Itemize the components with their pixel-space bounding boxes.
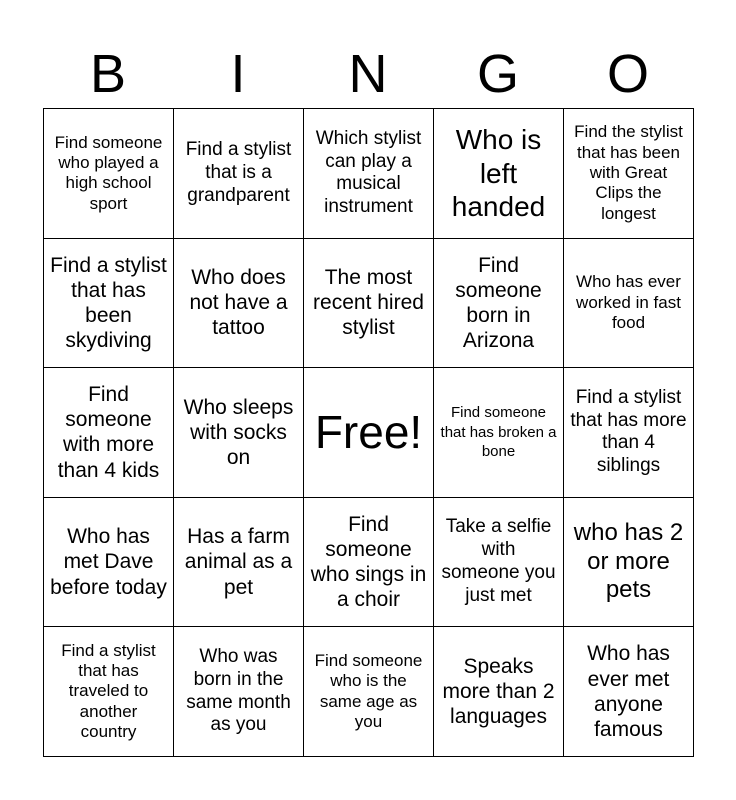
bingo-cell bbox=[174, 238, 304, 368]
header-letter-i: I bbox=[230, 44, 246, 104]
cell-text: Find a stylist that has been skydiving bbox=[50, 253, 167, 353]
cell-text: Find someone with more than 4 kids bbox=[57, 383, 160, 482]
bingo-cell bbox=[44, 627, 174, 757]
cell-text: Who has ever met anyone famous bbox=[587, 642, 670, 741]
bingo-cell bbox=[434, 368, 564, 498]
board-row bbox=[44, 238, 694, 368]
bingo-cell bbox=[564, 109, 694, 239]
free-space bbox=[304, 368, 434, 498]
bingo-cell bbox=[564, 368, 694, 498]
bingo-cell bbox=[564, 497, 694, 627]
bingo-cell bbox=[434, 497, 564, 627]
bingo-cell bbox=[304, 238, 434, 368]
cell-text: Find someone who is the same age as you bbox=[314, 650, 423, 732]
cell-text: Find a stylist that is a grandparent bbox=[185, 139, 292, 206]
bingo-header bbox=[43, 40, 693, 108]
cell-text: Find someone that has broken a bone bbox=[440, 404, 557, 461]
cell-text: Find the stylist that has been with Great Clips the longest bbox=[574, 122, 683, 223]
board-row bbox=[44, 109, 694, 239]
cell-text: Which stylist can play a musical instrument bbox=[315, 127, 422, 218]
cell-text: Find a stylist that has traveled to another country bbox=[61, 640, 156, 742]
cell-text: Who is left handed bbox=[451, 123, 546, 223]
bingo-cell bbox=[174, 109, 304, 239]
cell-text: Find someone born in Arizona bbox=[455, 253, 542, 353]
bingo-cell bbox=[174, 497, 304, 627]
header-letter-o: O bbox=[606, 44, 649, 104]
bingo-cell bbox=[304, 497, 434, 627]
cell-text: Find a stylist that has more than 4 siblings bbox=[570, 386, 687, 477]
bingo-cell bbox=[434, 627, 564, 757]
cell-text: Who does not have a tattoo bbox=[189, 266, 288, 340]
cell-text: Who sleeps with socks on bbox=[183, 395, 294, 470]
header-letter-b: B bbox=[89, 44, 127, 104]
cell-text: The most recent hired stylist bbox=[313, 266, 424, 340]
bingo-cell bbox=[174, 627, 304, 757]
cell-text: Who has ever worked in fast food bbox=[576, 272, 681, 333]
bingo-cell bbox=[304, 627, 434, 757]
bingo-cell bbox=[44, 238, 174, 368]
board-row bbox=[44, 497, 694, 627]
bingo-cell bbox=[174, 368, 304, 498]
board-row bbox=[44, 627, 694, 757]
free-space-text: Free! bbox=[314, 405, 423, 458]
bingo-cell bbox=[44, 368, 174, 498]
bingo-board bbox=[43, 108, 694, 757]
bingo-cell bbox=[44, 109, 174, 239]
bingo-cell bbox=[564, 238, 694, 368]
cell-text: Find someone who sings in a choir bbox=[310, 512, 427, 612]
cell-text: Speaks more than 2 languages bbox=[442, 654, 555, 729]
header-letter-g: G bbox=[476, 44, 519, 104]
cell-text: Who was born in the same month as you bbox=[186, 646, 291, 736]
bingo-cell bbox=[434, 109, 564, 239]
cell-text: Has a farm animal as a pet bbox=[184, 525, 293, 599]
cell-text: Who has met Dave before today bbox=[50, 525, 167, 599]
cell-text: Find someone who played a high school sport bbox=[54, 132, 163, 213]
bingo-cell bbox=[44, 497, 174, 627]
bingo-cell bbox=[564, 627, 694, 757]
header-letter-n: N bbox=[348, 44, 388, 104]
bingo-cell bbox=[434, 238, 564, 368]
board-row bbox=[44, 368, 694, 498]
bingo-cell bbox=[304, 109, 434, 239]
cell-text: Take a selfie with someone you just met bbox=[441, 516, 556, 606]
cell-text: who has 2 or more pets bbox=[573, 518, 684, 604]
